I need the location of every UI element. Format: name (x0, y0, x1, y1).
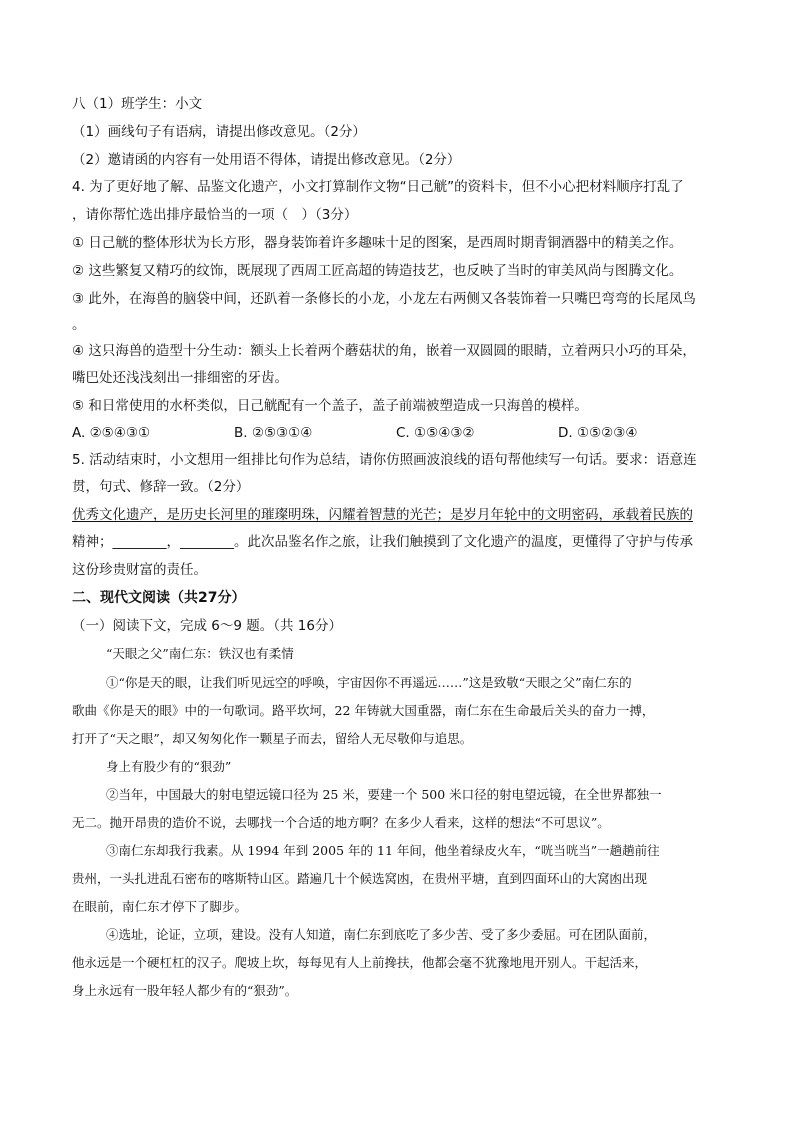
q4-item-4-line1: ④ 这只海兽的造型十分生动：额头上长着两个蘑菇状的角，嵌着一双圆圆的眼睛，立着两只小巧的耳朵， (72, 343, 696, 359)
q4-stem-line1: 4. 为了更好地了解、品鉴文化遗产，小文打算制作文物“日己觥”的资料卡，但不小心把材料顺序打乱了 (72, 179, 684, 195)
q4-option-a[interactable]: A. ②⑤④③① (72, 425, 151, 441)
q4-option-b[interactable]: B. ②⑤③①④ (234, 425, 313, 441)
article-title: “天眼之父”南仁东：铁汉也有柔情 (106, 646, 294, 661)
q4-item-4-line2: 嘴巴处还浅浅刻出一排细密的牙齿。 (72, 370, 288, 386)
q5-text-line2: 精神；________，________。此次品鉴名作之旅，让我们触摸到了文化遗产的温度，更懂得了守护与传承 (72, 534, 693, 550)
q4-option-c[interactable]: C. ①⑤④③② (396, 425, 475, 441)
q4-stem-line2: ，请你帮忙选出排序最恰当的一项（ ）（3分） (72, 207, 358, 223)
article-p3-line1: ③南仁东却我行我素。从 1994 年到 2005 年的 11 年间，他坐着绿皮火车，“咣当咣当”一趟趟前往 (106, 843, 660, 858)
article-p4-line3: 身上永远有一股年轻人都少有的“狠劲”。 (72, 983, 298, 998)
q4-option-d[interactable]: D. ①⑤②③④ (558, 425, 638, 441)
q4-item-3-line2: 。 (72, 317, 86, 333)
q3-subquestion-2: （2）邀请函的内容有一处用语不得体，请提出修改意见。（2分） (72, 152, 461, 168)
q4-item-5: ⑤ 和日常使用的水杯类似，日己觥配有一个盖子，盖子前端被塑造成一只海兽的模样。 (72, 398, 588, 414)
article-p3-line3: 在眼前，南仁东才停下了脚步。 (72, 899, 248, 914)
article-p4-line1: ④选址，论证，立项，建设。没有人知道，南仁东到底吃了多少苦、受了多少委屈。可在团队面前， (106, 927, 657, 942)
article-p2-line1: ②当年，中国最大的射电望远镜口径为 25 米，要建一个 500 米口径的射电望远镜，在全世界都独一 (106, 787, 662, 802)
q5-text-line3: 这份珍贵财富的责任。 (72, 562, 207, 578)
section-2-title: 二、现代文阅读（共27分） (72, 590, 246, 606)
article-p1-line1: ①“你是天的眼，让我们听见远空的呼唤，宇宙因你不再遥远……”这是致敬“天眼之父”南仁东的 (106, 675, 632, 690)
q4-item-2: ② 这些繁复又精巧的纹饰，既展现了西周工匠高超的铸造技艺，也反映了当时的审美风尚与图腾文化。 (72, 263, 683, 279)
q5-stem-line2: 贯，句式、修辞一致。（2分） (72, 479, 250, 495)
article-p3-line2: 贵州，一头扎进乱石密布的喀斯特山区。踏遍几十个候选窝凼，在贵州平塘，直到四面环山的大窝凼出现 (72, 871, 648, 886)
invitation-signature: 八（1）班学生：小文 (72, 96, 203, 112)
section-2-part-1: （一）阅读下文，完成 6～9 题。（共 16分） (72, 618, 342, 634)
q4-item-1: ① 日己觥的整体形状为长方形，器身装饰着许多趣味十足的图案，是西周时期青铜酒器中的精美之作。 (72, 235, 683, 251)
article-p1-line3: 打开了“天之眼”，却又匆匆化作一颗星子而去，留给人无尽敬仰与追思。 (72, 731, 473, 746)
q3-subquestion-1: （1）画线句子有语病，请提出修改意见。（2分） (72, 124, 366, 140)
article-subheading: 身上有股少有的“狠劲” (106, 759, 232, 774)
q4-item-3-line1: ③ 此外，在海兽的脑袋中间，还趴着一条修长的小龙，小龙左右两侧又各装饰着一只嘴巴弯弯的长尾凤鸟 (72, 291, 696, 307)
q5-wavy-text-line1: 优秀文化遗产，是历史长河里的璀璨明珠，闪耀着智慧的光芒；是岁月年轮中的文明密码，承载着民族的 (72, 507, 693, 523)
article-p2-line2: 无二。抛开昂贵的造价不说，去哪找一个合适的地方啊？在多少人看来，这样的想法“不可思议”。 (72, 815, 610, 830)
article-p4-line2: 他永远是一个硬杠杠的汉子。爬坡上坎，每每见有人上前搀扶，他都会毫不犹豫地甩开别人。干起活来， (72, 955, 648, 970)
q5-stem-line1: 5. 活动结束时，小文想用一组排比句作为总结，请你仿照画波浪线的语句帮他续写一句话。要求：语意连 (72, 452, 697, 468)
article-p1-line2: 歌曲《你是天的眼》中的一句歌词。路平坎坷，22 年铸就大国重器，南仁东在生命最后关头的奋力一搏， (72, 703, 655, 718)
